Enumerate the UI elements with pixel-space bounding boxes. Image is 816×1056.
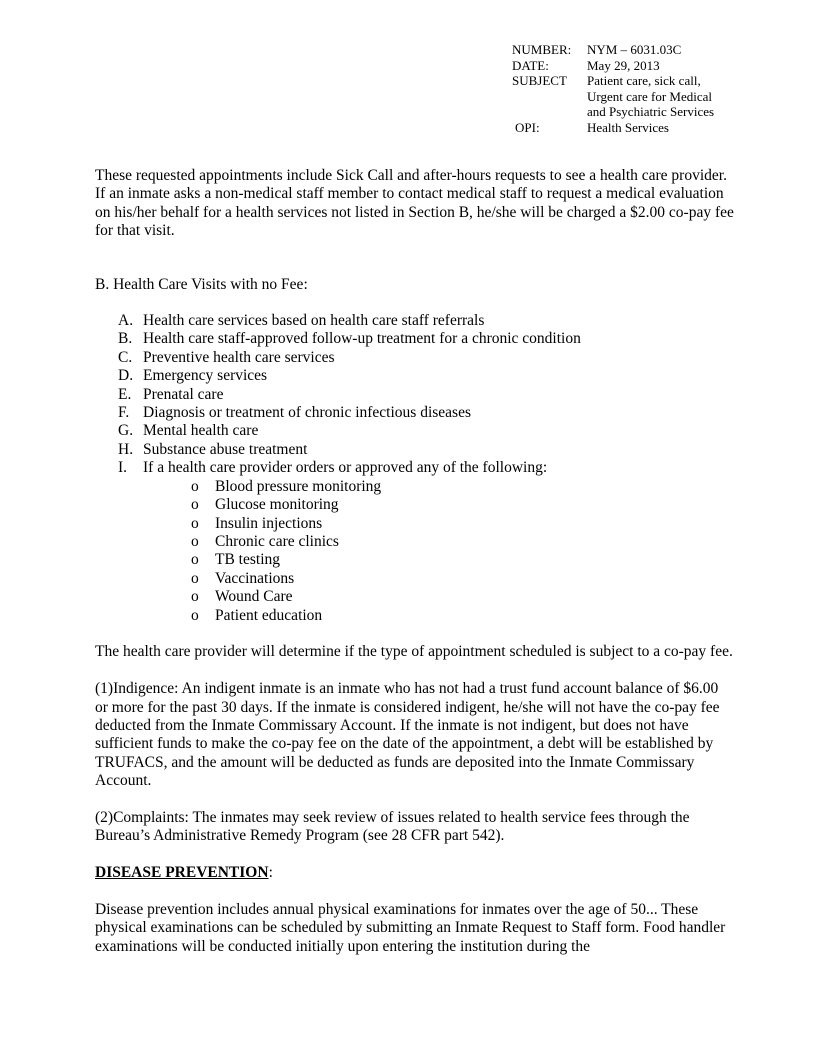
fee-exempt-list [95,312,735,625]
sub-list-marker: o [191,532,199,550]
list-marker: E. [118,385,132,403]
list-item [95,386,735,404]
list-marker: A. [118,312,134,330]
sub-list-item [143,570,735,588]
date-value: May 29, 2013 [587,57,660,73]
sub-list-item-text: Chronic care clinics [215,532,339,550]
sub-list-item-text: Blood pressure monitoring [215,477,382,495]
header-subject-row [512,73,714,120]
list-item-text: Substance abuse treatment [143,440,308,458]
date-label: DATE: [512,57,549,73]
sub-list-item [143,533,735,551]
sub-list-marker: o [191,514,199,532]
list-item [95,312,735,330]
sub-list-item [143,551,735,569]
sub-list-marker: o [191,606,199,624]
provider-ordered-sublist [143,478,735,625]
document-body [95,167,735,956]
header-date-row [512,58,714,74]
complaints-paragraph: (2)Complaints: The inmates may seek review of issues related to health service fees through the Bureau’s Administrative Remedy Program (see 28 CFR part 542). [95,808,690,845]
sub-list-marker: o [191,569,199,587]
number-label: NUMBER: [512,42,572,57]
disease-prevention-heading [95,864,735,882]
number-value: NYM – 6031.03C [587,42,682,57]
list-item [95,330,735,348]
intro-paragraph: These requested appointments include Sick Call and after-hours requests to see a health care provider. If an inmate asks a non-medical staff member to contact medical staff to request a medical evaluation on his/her behalf for a health services not listed in Section B, he/she will be charged a $2.00 co-pay fee for that visit. [95,167,734,240]
list-marker: H. [118,440,134,458]
subject-line: and Psychiatric Services [587,104,715,120]
list-item-text: Prenatal care [143,385,224,403]
list-item [95,349,735,367]
list-marker: C. [118,348,133,366]
sub-list-item-text: Patient education [215,606,323,624]
heading-colon: : [268,864,273,882]
list-marker: D. [118,367,134,385]
sub-list-marker: o [191,588,199,606]
list-item [95,422,735,440]
sub-list-item [143,515,735,533]
sub-list-item-text: Wound Care [215,588,293,606]
list-item-text: Diagnosis or treatment of chronic infectious diseases [143,404,471,422]
list-item [95,441,735,459]
list-item-text: Preventive health care services [143,348,335,366]
list-item-text: Health care services based on health care staff referrals [143,312,485,330]
list-marker: I. [118,459,128,477]
sub-list-item [143,496,735,514]
document-header [512,42,714,136]
opi-value: Health Services [587,119,669,135]
header-number-row [512,42,714,58]
subject-line: Urgent care for Medical [587,88,713,104]
list-item-text: If a health care provider orders or approved any of the following: [143,459,548,477]
sub-list-item-text: TB testing [215,551,281,569]
section-b-heading: B. Health Care Visits with no Fee: [95,275,308,293]
list-marker: F. [118,404,130,422]
opi-label: OPI: [515,119,540,135]
subject-value [587,73,714,120]
list-item [95,367,735,385]
subject-line: Patient care, sick call, [587,73,701,89]
sub-list-item-text: Vaccinations [215,569,295,587]
sub-list-item-text: Insulin injections [215,514,323,532]
sub-list-marker: o [191,496,199,514]
list-item-text: Health care staff-approved follow-up treatment for a chronic condition [143,330,581,348]
list-item-text: Mental health care [143,422,259,440]
sub-list-item [143,588,735,606]
list-item [95,459,735,625]
list-item-text: Emergency services [143,367,268,385]
disease-prevention-title: DISEASE PREVENTION [95,864,269,882]
provider-determination-paragraph: The health care provider will determine if the type of appointment scheduled is subject to a co-pay fee. [95,643,733,661]
sub-list-marker: o [191,551,199,569]
sub-list-item-text: Glucose monitoring [215,496,339,514]
sub-list-marker: o [191,477,199,495]
list-marker: B. [118,330,133,348]
indigence-paragraph: (1)Indigence: An indigent inmate is an inmate who has not had a trust fund account balance of $6.00 or more for the past 30 days. If the inmate is considered indigent, he/she will not have the co-pay fee deducted from the Inmate Commissary Account. If the inmate is not indigent, but does not have sufficient funds to make the co-pay fee on the date of the appointment, a debt will be established by TRUFACS, and the amount will be deducted as funds are deposited into the Inmate Commissary Account. [95,680,720,790]
header-opi-row [512,120,714,136]
sub-list-item [143,607,735,625]
sub-list-item [143,478,735,496]
list-item [95,404,735,422]
disease-prevention-paragraph: Disease prevention includes annual physical examinations for inmates over the age of 50... These physical examinations can be scheduled by submitting an Inmate Request to Staff form. Food handler examinations will be conducted initially upon entering the institution during the [95,900,726,955]
list-marker: G. [118,422,134,440]
subject-label: SUBJECT [512,73,567,89]
